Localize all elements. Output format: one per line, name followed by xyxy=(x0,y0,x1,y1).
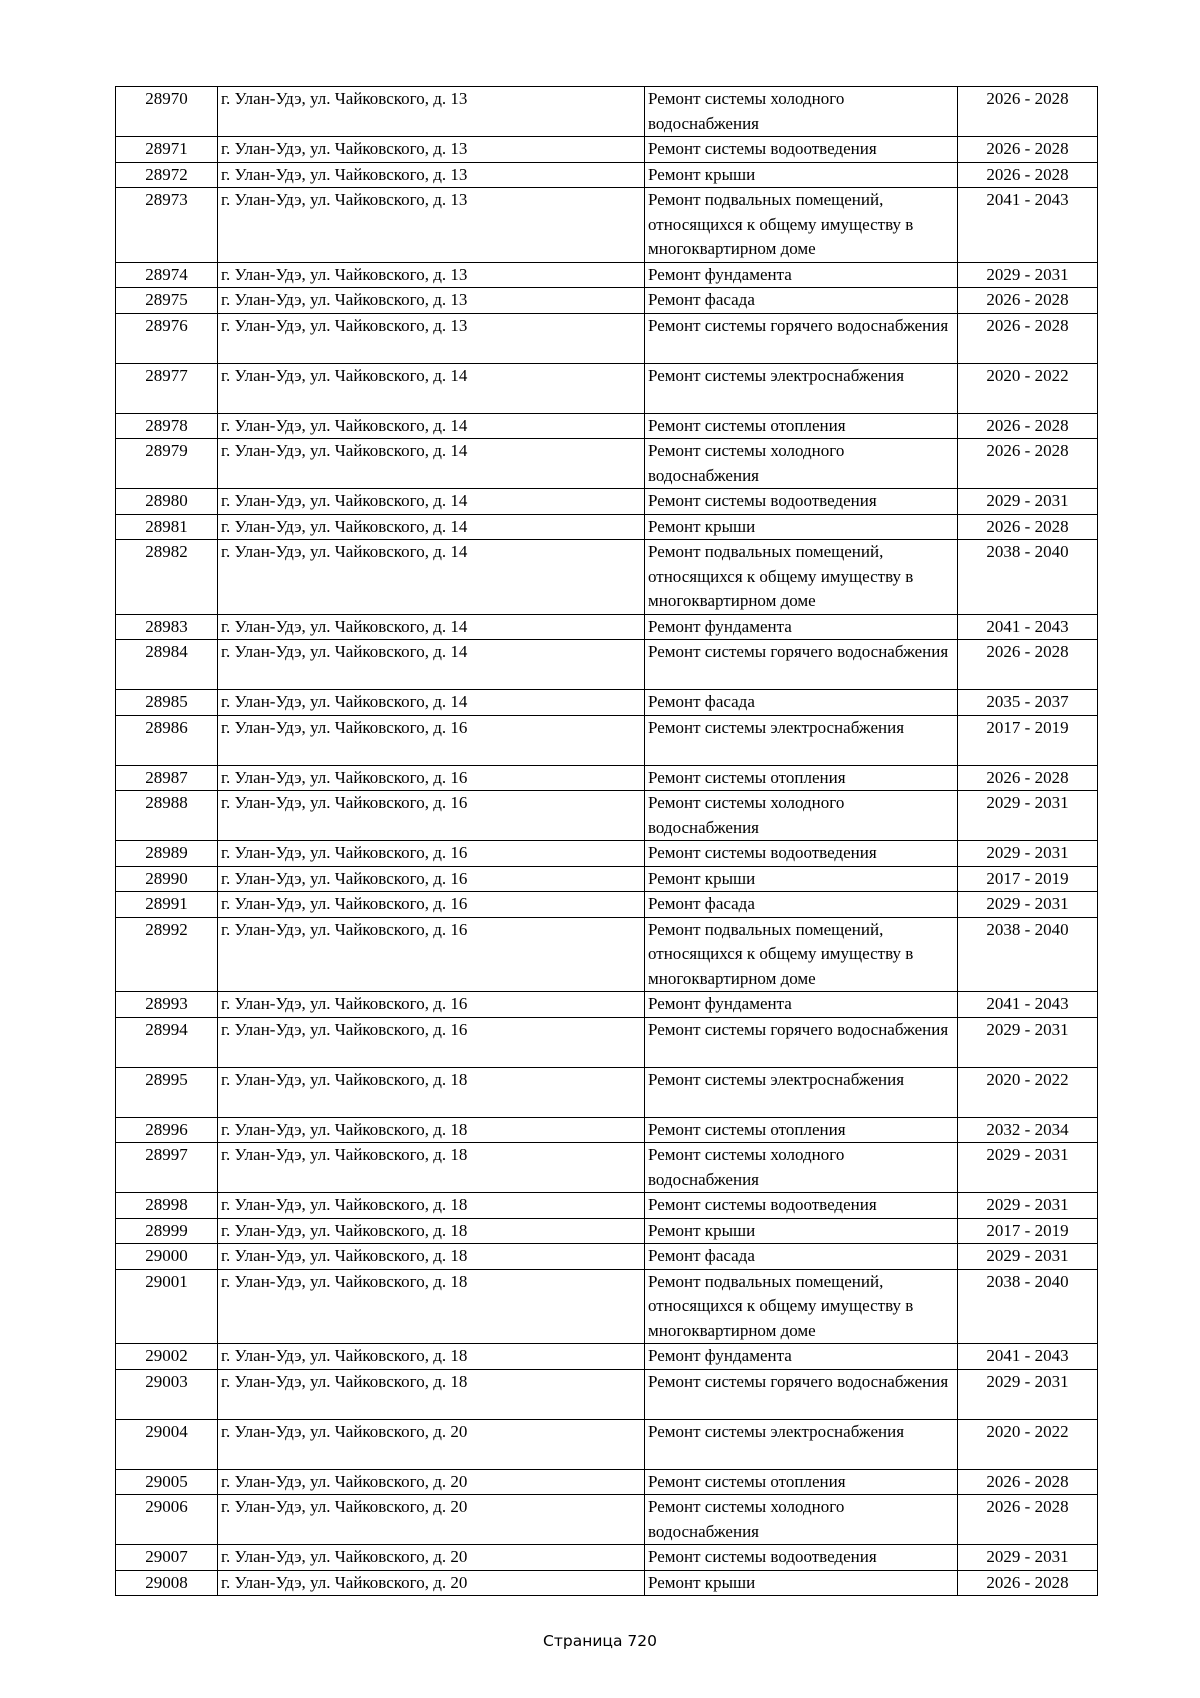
work-type-cell: Ремонт системы электроснабжения xyxy=(645,715,958,765)
table-row xyxy=(116,1495,1098,1545)
page-number: Страница 720 xyxy=(543,1632,657,1650)
period-cell: 2026 - 2028 xyxy=(958,313,1098,363)
table-row xyxy=(116,313,1098,363)
row-id-cell: 28987 xyxy=(116,765,218,791)
table-row xyxy=(116,1469,1098,1495)
work-type-cell: Ремонт системы горячего водоснабжения xyxy=(645,313,958,363)
row-id-cell: 28979 xyxy=(116,439,218,489)
address-cell: г. Улан-Удэ, ул. Чайковского, д. 20 xyxy=(218,1545,645,1571)
period-cell: 2026 - 2028 xyxy=(958,288,1098,314)
period-cell: 2026 - 2028 xyxy=(958,1570,1098,1596)
row-id-cell: 29003 xyxy=(116,1369,218,1419)
period-cell: 2026 - 2028 xyxy=(958,413,1098,439)
period-cell: 2038 - 2040 xyxy=(958,917,1098,992)
period-cell: 2020 - 2022 xyxy=(958,363,1098,413)
table-row xyxy=(116,439,1098,489)
table-row xyxy=(116,489,1098,515)
work-type-cell: Ремонт фасада xyxy=(645,690,958,716)
row-id-cell: 28982 xyxy=(116,540,218,615)
work-type-cell: Ремонт системы холодного водоснабжения xyxy=(645,439,958,489)
address-cell: г. Улан-Удэ, ул. Чайковского, д. 18 xyxy=(218,1218,645,1244)
table-row xyxy=(116,917,1098,992)
period-cell: 2038 - 2040 xyxy=(958,540,1098,615)
table-row xyxy=(116,540,1098,615)
work-type-cell: Ремонт фундамента xyxy=(645,614,958,640)
address-cell: г. Улан-Удэ, ул. Чайковского, д. 16 xyxy=(218,1017,645,1067)
address-cell: г. Улан-Удэ, ул. Чайковского, д. 13 xyxy=(218,87,645,137)
row-id-cell: 28999 xyxy=(116,1218,218,1244)
period-cell: 2026 - 2028 xyxy=(958,1469,1098,1495)
work-type-cell: Ремонт системы отопления xyxy=(645,413,958,439)
table-row xyxy=(116,866,1098,892)
work-type-cell: Ремонт системы отопления xyxy=(645,1117,958,1143)
address-cell: г. Улан-Удэ, ул. Чайковского, д. 18 xyxy=(218,1117,645,1143)
period-cell: 2026 - 2028 xyxy=(958,514,1098,540)
row-id-cell: 29004 xyxy=(116,1419,218,1469)
address-cell: г. Улан-Удэ, ул. Чайковского, д. 20 xyxy=(218,1495,645,1545)
work-type-cell: Ремонт системы водоотведения xyxy=(645,489,958,515)
work-type-cell: Ремонт системы горячего водоснабжения xyxy=(645,640,958,690)
period-cell: 2020 - 2022 xyxy=(958,1419,1098,1469)
row-id-cell: 28997 xyxy=(116,1143,218,1193)
work-type-cell: Ремонт крыши xyxy=(645,162,958,188)
address-cell: г. Улан-Удэ, ул. Чайковского, д. 20 xyxy=(218,1419,645,1469)
table-row xyxy=(116,514,1098,540)
address-cell: г. Улан-Удэ, ул. Чайковского, д. 14 xyxy=(218,413,645,439)
period-cell: 2041 - 2043 xyxy=(958,1344,1098,1370)
work-type-cell: Ремонт системы холодного водоснабжения xyxy=(645,1495,958,1545)
work-type-cell: Ремонт подвальных помещений, относящихся к общему имуществу в многоквартирном доме xyxy=(645,917,958,992)
table-row xyxy=(116,262,1098,288)
table-row xyxy=(116,1244,1098,1270)
row-id-cell: 28970 xyxy=(116,87,218,137)
period-cell: 2041 - 2043 xyxy=(958,188,1098,263)
period-cell: 2038 - 2040 xyxy=(958,1269,1098,1344)
table-body xyxy=(116,87,1098,1596)
work-type-cell: Ремонт фасада xyxy=(645,892,958,918)
row-id-cell: 29002 xyxy=(116,1344,218,1370)
row-id-cell: 29005 xyxy=(116,1469,218,1495)
address-cell: г. Улан-Удэ, ул. Чайковского, д. 14 xyxy=(218,690,645,716)
address-cell: г. Улан-Удэ, ул. Чайковского, д. 13 xyxy=(218,313,645,363)
work-type-cell: Ремонт фундамента xyxy=(645,992,958,1018)
period-cell: 2029 - 2031 xyxy=(958,262,1098,288)
address-cell: г. Улан-Удэ, ул. Чайковского, д. 14 xyxy=(218,514,645,540)
table-row xyxy=(116,1344,1098,1370)
address-cell: г. Улан-Удэ, ул. Чайковского, д. 14 xyxy=(218,363,645,413)
period-cell: 2029 - 2031 xyxy=(958,1143,1098,1193)
row-id-cell: 28991 xyxy=(116,892,218,918)
period-cell: 2041 - 2043 xyxy=(958,992,1098,1018)
table-row xyxy=(116,413,1098,439)
address-cell: г. Улан-Удэ, ул. Чайковского, д. 16 xyxy=(218,715,645,765)
period-cell: 2032 - 2034 xyxy=(958,1117,1098,1143)
address-cell: г. Улан-Удэ, ул. Чайковского, д. 16 xyxy=(218,992,645,1018)
address-cell: г. Улан-Удэ, ул. Чайковского, д. 20 xyxy=(218,1469,645,1495)
table-row xyxy=(116,1067,1098,1117)
table-row xyxy=(116,363,1098,413)
work-type-cell: Ремонт фундамента xyxy=(645,1344,958,1370)
work-type-cell: Ремонт подвальных помещений, относящихся к общему имуществу в многоквартирном доме xyxy=(645,540,958,615)
address-cell: г. Улан-Удэ, ул. Чайковского, д. 14 xyxy=(218,640,645,690)
row-id-cell: 28983 xyxy=(116,614,218,640)
period-cell: 2017 - 2019 xyxy=(958,866,1098,892)
table-row xyxy=(116,1193,1098,1219)
period-cell: 2041 - 2043 xyxy=(958,614,1098,640)
address-cell: г. Улан-Удэ, ул. Чайковского, д. 18 xyxy=(218,1067,645,1117)
work-type-cell: Ремонт подвальных помещений, относящихся к общему имуществу в многоквартирном доме xyxy=(645,1269,958,1344)
work-type-cell: Ремонт крыши xyxy=(645,514,958,540)
row-id-cell: 29008 xyxy=(116,1570,218,1596)
period-cell: 2020 - 2022 xyxy=(958,1067,1098,1117)
address-cell: г. Улан-Удэ, ул. Чайковского, д. 16 xyxy=(218,892,645,918)
row-id-cell: 28989 xyxy=(116,841,218,867)
work-type-cell: Ремонт крыши xyxy=(645,1570,958,1596)
work-type-cell: Ремонт системы холодного водоснабжения xyxy=(645,1143,958,1193)
table-row xyxy=(116,640,1098,690)
work-type-cell: Ремонт системы холодного водоснабжения xyxy=(645,791,958,841)
row-id-cell: 28973 xyxy=(116,188,218,263)
work-type-cell: Ремонт системы горячего водоснабжения xyxy=(645,1369,958,1419)
table-row xyxy=(116,162,1098,188)
period-cell: 2026 - 2028 xyxy=(958,137,1098,163)
address-cell: г. Улан-Удэ, ул. Чайковского, д. 18 xyxy=(218,1193,645,1219)
period-cell: 2029 - 2031 xyxy=(958,1017,1098,1067)
row-id-cell: 28998 xyxy=(116,1193,218,1219)
row-id-cell: 29006 xyxy=(116,1495,218,1545)
address-cell: г. Улан-Удэ, ул. Чайковского, д. 13 xyxy=(218,188,645,263)
period-cell: 2017 - 2019 xyxy=(958,1218,1098,1244)
table-row xyxy=(116,1570,1098,1596)
address-cell: г. Улан-Удэ, ул. Чайковского, д. 18 xyxy=(218,1244,645,1270)
table-row xyxy=(116,137,1098,163)
work-type-cell: Ремонт системы отопления xyxy=(645,765,958,791)
row-id-cell: 28995 xyxy=(116,1067,218,1117)
work-type-cell: Ремонт системы водоотведения xyxy=(645,841,958,867)
row-id-cell: 28988 xyxy=(116,791,218,841)
period-cell: 2035 - 2037 xyxy=(958,690,1098,716)
table-row xyxy=(116,1117,1098,1143)
table-row xyxy=(116,1143,1098,1193)
table-row xyxy=(116,1269,1098,1344)
address-cell: г. Улан-Удэ, ул. Чайковского, д. 18 xyxy=(218,1344,645,1370)
address-cell: г. Улан-Удэ, ул. Чайковского, д. 13 xyxy=(218,137,645,163)
period-cell: 2029 - 2031 xyxy=(958,1545,1098,1571)
table-row xyxy=(116,690,1098,716)
period-cell: 2029 - 2031 xyxy=(958,489,1098,515)
work-type-cell: Ремонт системы электроснабжения xyxy=(645,363,958,413)
period-cell: 2029 - 2031 xyxy=(958,791,1098,841)
row-id-cell: 28976 xyxy=(116,313,218,363)
address-cell: г. Улан-Удэ, ул. Чайковского, д. 20 xyxy=(218,1570,645,1596)
row-id-cell: 29001 xyxy=(116,1269,218,1344)
period-cell: 2029 - 2031 xyxy=(958,892,1098,918)
table-row xyxy=(116,791,1098,841)
table-row xyxy=(116,715,1098,765)
period-cell: 2017 - 2019 xyxy=(958,715,1098,765)
address-cell: г. Улан-Удэ, ул. Чайковского, д. 18 xyxy=(218,1269,645,1344)
work-type-cell: Ремонт системы электроснабжения xyxy=(645,1067,958,1117)
work-type-cell: Ремонт крыши xyxy=(645,1218,958,1244)
table-row xyxy=(116,841,1098,867)
period-cell: 2026 - 2028 xyxy=(958,439,1098,489)
work-type-cell: Ремонт системы холодного водоснабжения xyxy=(645,87,958,137)
row-id-cell: 28974 xyxy=(116,262,218,288)
work-type-cell: Ремонт системы водоотведения xyxy=(645,1545,958,1571)
period-cell: 2026 - 2028 xyxy=(958,765,1098,791)
row-id-cell: 28986 xyxy=(116,715,218,765)
table-row xyxy=(116,614,1098,640)
address-cell: г. Улан-Удэ, ул. Чайковского, д. 14 xyxy=(218,614,645,640)
row-id-cell: 28993 xyxy=(116,992,218,1018)
work-type-cell: Ремонт подвальных помещений, относящихся к общему имуществу в многоквартирном доме xyxy=(645,188,958,263)
table-row xyxy=(116,1017,1098,1067)
work-type-cell: Ремонт системы электроснабжения xyxy=(645,1419,958,1469)
period-cell: 2026 - 2028 xyxy=(958,1495,1098,1545)
row-id-cell: 28971 xyxy=(116,137,218,163)
table-row xyxy=(116,188,1098,263)
row-id-cell: 29007 xyxy=(116,1545,218,1571)
row-id-cell: 28975 xyxy=(116,288,218,314)
address-cell: г. Улан-Удэ, ул. Чайковского, д. 14 xyxy=(218,439,645,489)
table-row xyxy=(116,765,1098,791)
work-type-cell: Ремонт фундамента xyxy=(645,262,958,288)
row-id-cell: 28978 xyxy=(116,413,218,439)
address-cell: г. Улан-Удэ, ул. Чайковского, д. 13 xyxy=(218,288,645,314)
row-id-cell: 28992 xyxy=(116,917,218,992)
row-id-cell: 28996 xyxy=(116,1117,218,1143)
work-type-cell: Ремонт фасада xyxy=(645,1244,958,1270)
table-row xyxy=(116,1419,1098,1469)
work-type-cell: Ремонт системы водоотведения xyxy=(645,137,958,163)
period-cell: 2029 - 2031 xyxy=(958,1244,1098,1270)
row-id-cell: 28985 xyxy=(116,690,218,716)
period-cell: 2026 - 2028 xyxy=(958,640,1098,690)
table-row xyxy=(116,288,1098,314)
address-cell: г. Улан-Удэ, ул. Чайковского, д. 16 xyxy=(218,841,645,867)
repair-schedule-table xyxy=(115,86,1098,1596)
period-cell: 2026 - 2028 xyxy=(958,162,1098,188)
row-id-cell: 29000 xyxy=(116,1244,218,1270)
table-row xyxy=(116,1369,1098,1419)
work-type-cell: Ремонт фасада xyxy=(645,288,958,314)
period-cell: 2026 - 2028 xyxy=(958,87,1098,137)
table-row xyxy=(116,1218,1098,1244)
table-row xyxy=(116,87,1098,137)
work-type-cell: Ремонт системы отопления xyxy=(645,1469,958,1495)
address-cell: г. Улан-Удэ, ул. Чайковского, д. 14 xyxy=(218,489,645,515)
row-id-cell: 28981 xyxy=(116,514,218,540)
address-cell: г. Улан-Удэ, ул. Чайковского, д. 14 xyxy=(218,540,645,615)
table-row xyxy=(116,1545,1098,1571)
table-row xyxy=(116,992,1098,1018)
period-cell: 2029 - 2031 xyxy=(958,1193,1098,1219)
work-type-cell: Ремонт системы горячего водоснабжения xyxy=(645,1017,958,1067)
period-cell: 2029 - 2031 xyxy=(958,841,1098,867)
row-id-cell: 28977 xyxy=(116,363,218,413)
address-cell: г. Улан-Удэ, ул. Чайковского, д. 16 xyxy=(218,917,645,992)
row-id-cell: 28972 xyxy=(116,162,218,188)
row-id-cell: 28980 xyxy=(116,489,218,515)
address-cell: г. Улан-Удэ, ул. Чайковского, д. 13 xyxy=(218,262,645,288)
address-cell: г. Улан-Удэ, ул. Чайковского, д. 16 xyxy=(218,791,645,841)
address-cell: г. Улан-Удэ, ул. Чайковского, д. 13 xyxy=(218,162,645,188)
row-id-cell: 28994 xyxy=(116,1017,218,1067)
period-cell: 2029 - 2031 xyxy=(958,1369,1098,1419)
work-type-cell: Ремонт системы водоотведения xyxy=(645,1193,958,1219)
address-cell: г. Улан-Удэ, ул. Чайковского, д. 18 xyxy=(218,1143,645,1193)
table-row xyxy=(116,892,1098,918)
address-cell: г. Улан-Удэ, ул. Чайковского, д. 16 xyxy=(218,765,645,791)
row-id-cell: 28984 xyxy=(116,640,218,690)
address-cell: г. Улан-Удэ, ул. Чайковского, д. 18 xyxy=(218,1369,645,1419)
row-id-cell: 28990 xyxy=(116,866,218,892)
work-type-cell: Ремонт крыши xyxy=(645,866,958,892)
address-cell: г. Улан-Удэ, ул. Чайковского, д. 16 xyxy=(218,866,645,892)
